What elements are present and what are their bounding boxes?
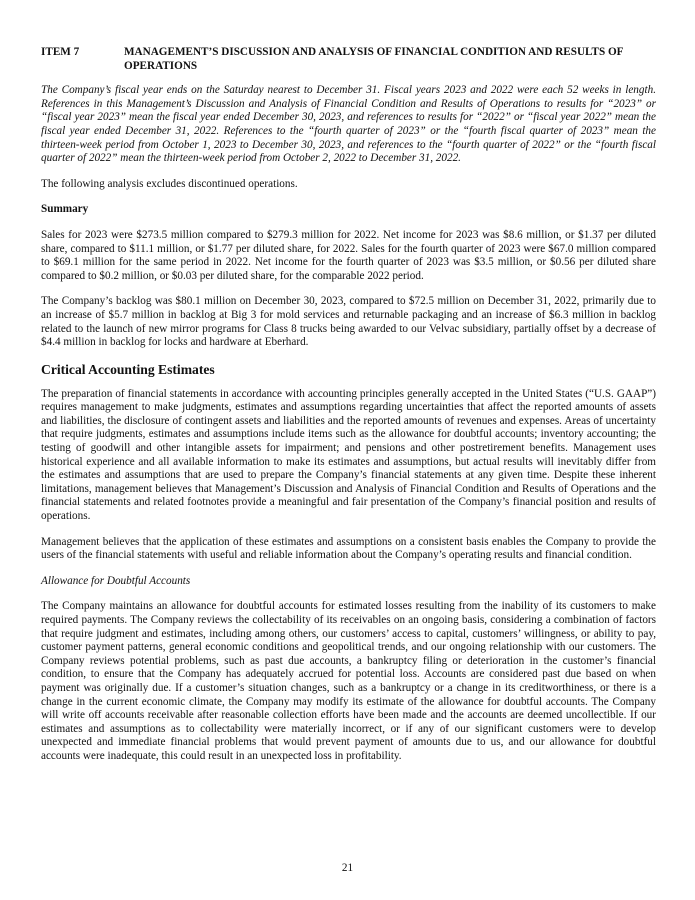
summary-heading: Summary [41,203,89,216]
exclusion-note: The following analysis excludes discontinued operations. [41,177,298,190]
document-page [41,46,656,776]
allowance-heading: Allowance for Doubtful Accounts [41,574,191,587]
critical-paragraph-1: The preparation of financial statements in accordance with accounting principles generally accepted in the United States (“U.S. GAAP”) requires management to make judgments, estimates and assumptions regarding uncertainties that affect the reported amounts of assets and liabilities, the disclosure of contingent assets and liabilities and the reported amounts of revenues and expenses. Areas of uncertainty that require judgments, estimates and assumptions include items such as the allowance for doubtful accounts; inventory accounting; the testing of goodwill and other intangible assets for impairment; and pensions and other postretirement benefits. Management uses historical experience and all available information to make its estimates and assumptions, but actual results will inevitably differ from the estimates and assumptions that are used to prepare the Company’s financial statements at any given time. Despite these inherent limitations, management believes that Management’s Discussion and Analysis of Financial Condition and Results of Operations and the financial statements and related footnotes provide a meaningful and fair presentation of the Company’s financial position and results of operations. [41,387,656,523]
page-number: 21 [341,862,354,874]
item-number: ITEM 7 [41,46,80,58]
fiscal-year-intro: The Company’s fiscal year ends on the Saturday nearest to December 31. Fiscal years 2023 and 2022 were each 52 weeks in length. References in this Management’s Discussion and Analysis of Financial Condition and Results of Operations to results for “2023” or “fiscal year 2023” mean the fiscal year ended December 30, 2023, and references to results for “2022” or “fiscal year 2022” mean the fiscal year ended December 31, 2022. References to the “fourth quarter of 2023” or the “fourth fiscal quarter of 2023” mean the thirteen-week period from October 1, 2023 to December 30, 2023, and references to the “fourth quarter of 2022” or the “fourth fiscal quarter of 2022” mean the thirteen-week period from October 2, 2022 to December 31, 2022. [41,84,656,165]
backlog-paragraph: The Company’s backlog was $80.1 million on December 30, 2023, compared to $72.5 million on December 31, 2022, primarily due to an increase of $5.7 million in backlog at Big 3 for mold services and returnable packaging and an increase of $6.3 million in backlog related to the launch of new mirror programs for Class 8 trucks being awarded to our Velvac subsidiary, partially offset by a decrease of $4.4 million in backlog for locks and hardware at Eberhard. [41,295,656,349]
critical-paragraph-2: Management believes that the application of these estimates and assumptions on a consistent basis enables the Company to provide the users of the financial statements with useful and reliable information about the Company’s operating results and financial condition. [41,535,656,562]
summary-paragraph: Sales for 2023 were $273.5 million compared to $279.3 million for 2022. Net income for 2023 was $8.6 million, or $1.37 per diluted share, compared to $11.1 million, or $1.77 per diluted share, for 2022. Sales for the fourth quarter of 2023 were $67.0 million compared to $69.1 million for the same period in 2022. Net income for the fourth quarter of 2023 was $3.5 million, or $0.56 per diluted share compared to $0.2 million, or $0.03 per diluted share, for the comparable 2022 period. [41,228,656,282]
item-title: MANAGEMENT’S DISCUSSION AND ANALYSIS OF FINANCIAL CONDITION AND RESULTS OF OPERATIONS [124,46,624,72]
critical-accounting-heading: Critical Accounting Estimates [41,361,215,377]
allowance-paragraph: The Company maintains an allowance for doubtful accounts for estimated losses resulting from the inability of its customers to make required payments. The Company reviews the collectability of its receivables on an ongoing basis, considering a combination of factors that require judgment and estimates, including among others, our customers’ access to capital, customers’ willingness, or ability to pay, customer payment patterns, general economic conditions and geopolitical trends, and our ongoing relationship with our customers. The Company reviews potential problems, such as past due accounts, a bankruptcy filing or deterioration in the customer’s financial condition, to ensure that the Company has adequately accrued for potential loss. Accounts are considered past due based on when payment was originally due. If a customer’s situation changes, such as a bankruptcy or a change in its creditworthiness, or there is a change in the current economic climate, the Company may modify its estimate of the allowance for doubtful accounts. The Company will write off accounts receivable after reasonable collection efforts have been made and the accounts are deemed uncollectible. If our estimates and assumptions as to collectability were materially incorrect, or if any of our significant customers were to develop unexpected and immediate financial problems that would prevent payment of amounts due to us, and our allowance for doubtful accounts were inadequate, this could result in an unexpected loss in profitability. [41,600,656,762]
item-heading [41,46,656,73]
